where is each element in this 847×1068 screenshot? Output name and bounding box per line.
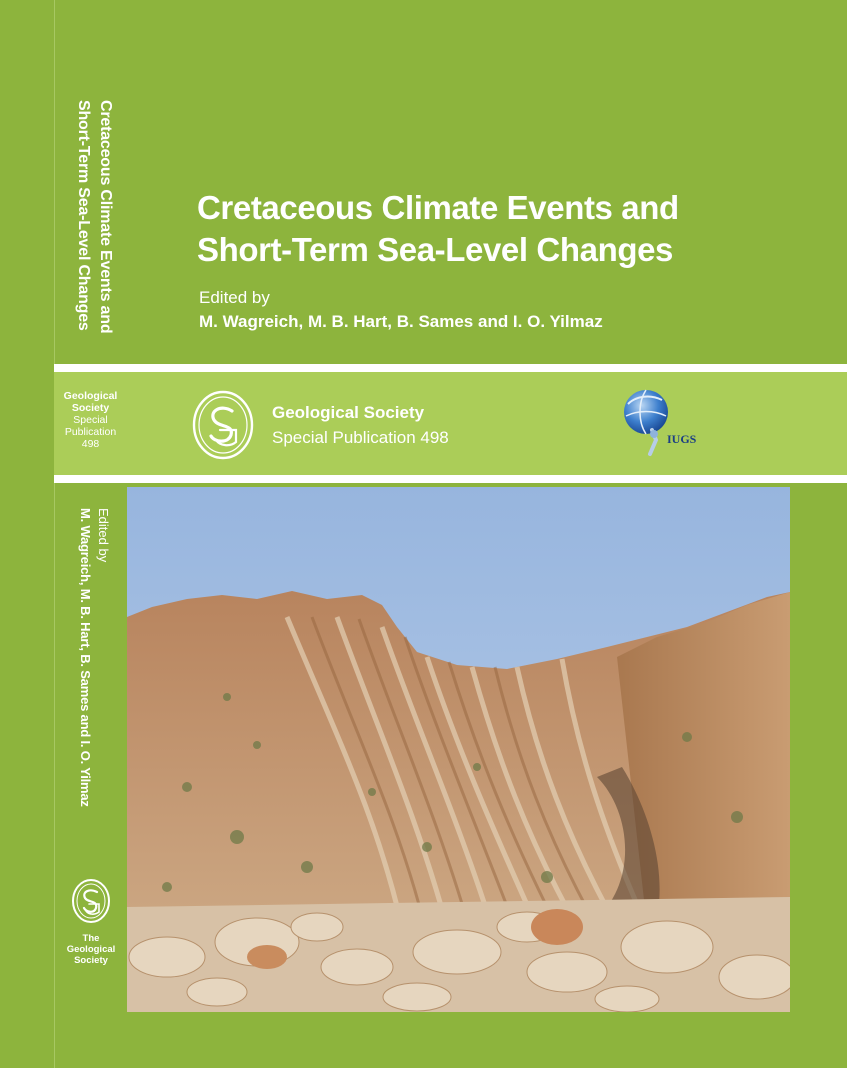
cover-photo-rock-strata [127, 487, 790, 1012]
spine-band-line-4: Publication [64, 426, 117, 438]
spine-editors-rotated [76, 508, 112, 828]
spine-title-rotated [72, 100, 116, 334]
spine-band-line-3: Special [73, 414, 108, 426]
iugs-logo-text: IUGS [667, 432, 697, 446]
geological-society-spine-logo [71, 878, 111, 924]
spine-publisher-line-1: The [82, 933, 100, 944]
spine-band-line-5: 498 [81, 438, 100, 450]
book-title-line-1: Cretaceous Climate Events and [197, 189, 679, 226]
spine-publisher-line-2: Geological [66, 944, 116, 955]
edited-by-label: Edited by [199, 288, 270, 307]
spine-title-line-1: Cretaceous Climate Events and [97, 100, 114, 334]
spine-title-line-2: Short-Term Sea-Level Changes [75, 100, 92, 331]
spine-edited-by-label: Edited by [96, 508, 111, 563]
iugs-globe-logo [616, 384, 702, 464]
spine-band-line-1: Geological [63, 390, 118, 402]
spine-publication-label [54, 372, 127, 475]
editors-list: M. Wagreich, M. B. Hart, B. Sames and I. O. Yilmaz [199, 312, 603, 331]
band-publisher-name: Geological Society [272, 403, 425, 422]
spine-editors-list: M. Wagreich, M. B. Hart, B. Sames and I. O. Yilmaz [78, 508, 93, 807]
band-stripe-top [54, 364, 847, 372]
publisher-band [54, 372, 847, 475]
spine-band-line-2: Society [71, 402, 110, 414]
spine-publisher-line-3: Society [74, 955, 108, 966]
spine-fold-line [54, 0, 55, 1068]
spine-publisher-name [64, 933, 118, 966]
book-title [197, 187, 679, 271]
spine-title [64, 100, 116, 334]
band-series-label: Special Publication 498 [272, 428, 449, 447]
book-title-line-2: Short-Term Sea-Level Changes [197, 231, 673, 268]
geological-society-logo [192, 390, 254, 460]
spine-editors [72, 508, 112, 828]
band-stripe-bottom [54, 475, 847, 483]
